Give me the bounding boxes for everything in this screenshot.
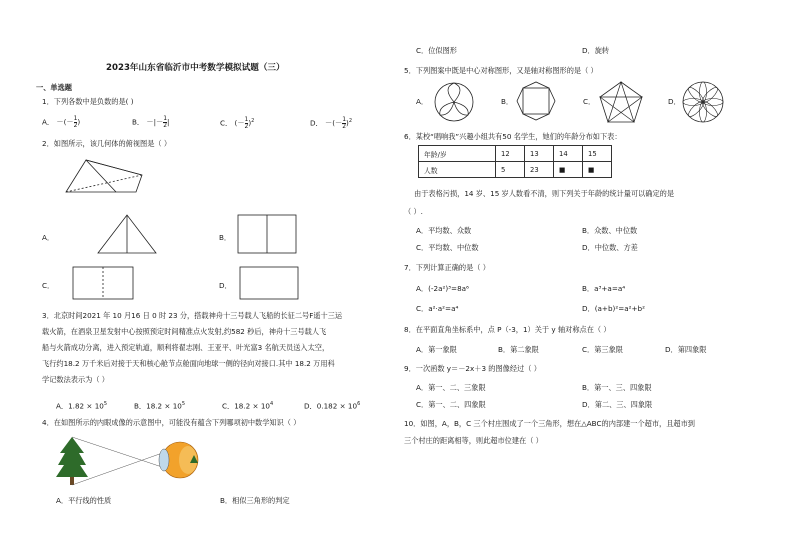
eye-imaging-figure — [56, 433, 206, 488]
option-suffix: ) — [346, 118, 349, 128]
q3-line-5: 学记数法表示为（ ） — [42, 375, 109, 384]
table-cell: ■ — [583, 162, 612, 178]
q2-option-a-figure — [98, 215, 158, 255]
tree-icon — [56, 437, 88, 485]
q6-option-c[interactable]: C．平均数、中位数 — [416, 243, 479, 252]
denominator: 2 — [342, 122, 347, 130]
denominator: 2 — [163, 122, 168, 129]
q3-option-c[interactable] — [222, 399, 273, 411]
q7-option-b[interactable]: B．a³+a=a⁴ — [582, 284, 626, 293]
denominator: 2 — [73, 122, 78, 129]
q5-option-b-figure — [515, 82, 559, 122]
q9-option-d[interactable]: D．第二、三、四象限 — [582, 400, 653, 409]
q5-label-c[interactable]: C． — [583, 97, 596, 106]
exponent: 2 — [251, 118, 255, 124]
q9-option-b[interactable]: B．第一、三、四象限 — [582, 383, 652, 392]
option-letter: B． — [132, 117, 145, 127]
numerator: 1 — [244, 115, 249, 123]
option-base: 18.2 × 10 — [146, 401, 182, 411]
q1-option-c[interactable] — [220, 116, 254, 130]
q8-option-a[interactable]: A．第一象限 — [416, 345, 457, 354]
exponent: 5 — [103, 401, 108, 407]
option-suffix: | — [167, 117, 170, 127]
q7-option-d[interactable]: D．(a+b)²=a²+b² — [582, 304, 645, 313]
q3-line-1: 3．北京时间2021 年 10 月16 日 0 时 23 分，搭载神舟十三号载人飞船的长征二号F遥十三运 — [42, 311, 343, 320]
q6-option-a[interactable]: A．平均数、众数 — [416, 226, 472, 235]
q5-stem: 5．下列图案中既是中心对称图形，又是轴对称图形的是（ ） — [404, 66, 598, 75]
left-column — [36, 0, 388, 560]
q2-option-b-figure — [238, 215, 300, 255]
table-cell: 12 — [496, 146, 525, 162]
q3-option-d[interactable] — [304, 399, 360, 411]
q2-label-a[interactable]: A． — [42, 233, 55, 242]
q8-option-b[interactable]: B．第二象限 — [498, 345, 539, 354]
q2-option-d-figure — [240, 267, 302, 303]
q2-label-c[interactable]: C． — [42, 281, 55, 290]
option-base: 0.182 × 10 — [316, 401, 358, 411]
eye-icon — [159, 442, 198, 478]
option-prefix: －(－ — [56, 117, 74, 127]
q5-label-a[interactable]: A． — [416, 97, 429, 106]
q2-stem: 2．如图所示，该几何体的俯视图是（ ） — [42, 139, 172, 148]
option-letter: D． — [304, 401, 317, 411]
section-heading: 一、单选题 — [36, 83, 72, 92]
exam-title: 2023年山东省临沂市中考数学模拟试题（三） — [106, 63, 285, 73]
q4-option-c[interactable]: C．位似图形 — [416, 46, 457, 55]
q9-option-a[interactable]: A．第一、二、三象限 — [416, 383, 486, 392]
denominator: 2 — [244, 122, 249, 130]
q5-option-d-figure — [680, 80, 726, 124]
option-letter: C． — [220, 118, 233, 128]
q5-option-c-figure — [598, 80, 644, 124]
q5-label-d[interactable]: D． — [668, 97, 681, 106]
option-suffix: ) — [77, 117, 81, 127]
q5-label-b[interactable]: B． — [501, 97, 514, 106]
q7-option-a[interactable]: A．(-2a²)³=8a⁶ — [416, 284, 469, 293]
option-letter: C． — [222, 401, 235, 411]
table-cell: 14 — [554, 146, 583, 162]
exponent: 6 — [357, 401, 361, 407]
q2-label-b[interactable]: B． — [219, 233, 232, 242]
option-letter: D． — [310, 118, 323, 128]
q9-option-c[interactable]: C．第一、二、四象限 — [416, 400, 486, 409]
q4-option-a[interactable]: A．平行线的性质 — [56, 496, 112, 505]
q2-option-c-figure — [73, 267, 135, 303]
q6-line-1: 由于表格污损，14 岁、15 岁人数看不清，则下列关于年龄的统计量可以确定的是 — [414, 189, 675, 198]
option-letter: A． — [42, 117, 55, 127]
q1-option-a[interactable] — [42, 116, 80, 129]
table-cell: 23 — [525, 162, 554, 178]
exponent: 5 — [181, 401, 186, 407]
table-cell: 15 — [583, 146, 612, 162]
option-prefix: －(－ — [325, 118, 343, 128]
q8-option-d[interactable]: D．第四象限 — [665, 345, 707, 354]
option-letter: A． — [56, 401, 69, 411]
age-table — [418, 145, 612, 178]
table-cell: 13 — [525, 146, 554, 162]
exponent: 4 — [269, 401, 274, 407]
option-prefix: (－ — [234, 118, 245, 128]
q6-stem: 6．某校“唱响我”兴趣小组共有50 名学生，她们的年龄分布如下表： — [404, 132, 622, 141]
q6-option-d[interactable]: D．中位数、方差 — [582, 243, 638, 252]
table-cell: ■ — [554, 162, 583, 178]
q4-option-b[interactable]: B．相似三角形的判定 — [220, 496, 290, 505]
q3-option-b[interactable] — [134, 399, 185, 411]
q5-option-a-figure — [432, 82, 476, 122]
option-base: 18.2 × 10 — [234, 401, 270, 411]
q6-option-b[interactable]: B．众数、中位数 — [582, 226, 638, 235]
triangular-prism-figure — [56, 152, 146, 207]
exponent: 2 — [348, 118, 353, 124]
q9-stem: 9．一次函数 y＝－2x＋3 的图像经过（ ） — [404, 364, 541, 373]
q1-option-b[interactable] — [132, 116, 169, 129]
q10-line-1: 10．如图，A，B，C 三个村庄围成了一个三角形，想在△ABC的内部建一个超市，且超市到 — [404, 419, 695, 428]
option-prefix: －|－ — [146, 117, 164, 127]
q10-line-2: 三个村庄的距离相等，则此超市位建在（ ） — [404, 436, 543, 445]
option-letter: B． — [134, 401, 147, 411]
q7-stem: 7．下列计算正确的是（ ） — [404, 263, 490, 272]
q3-option-a[interactable] — [56, 399, 107, 411]
right-column — [402, 0, 762, 560]
q1-stem: 1．下列各数中是负数的是( ) — [42, 97, 134, 106]
table-row — [419, 162, 612, 178]
q4-stem: 4．在如图所示的内眼成像的示意图中，可能没有蕴含下列哪项初中数学知识（ ） — [42, 418, 301, 427]
q2-label-d[interactable]: D． — [219, 281, 232, 290]
table-cell: 年龄/岁 — [419, 146, 496, 162]
table-row — [419, 146, 612, 162]
table-cell: 5 — [496, 162, 525, 178]
q3-line-3: 船与火箭成功分离，进入预定轨道，顺利将翟志刚、王亚平、叶光富3 名航天员送入太空， — [42, 343, 330, 352]
table-cell: 人数 — [419, 162, 496, 178]
numerator: 1 — [163, 115, 168, 122]
q7-option-c[interactable]: C．a²·a²=a⁴ — [416, 304, 459, 313]
numerator: 1 — [342, 115, 347, 123]
q8-stem: 8．在平面直角坐标系中，点 P（-3，1）关于 y 轴对称点在（ ） — [404, 325, 611, 334]
q1-option-d[interactable] — [310, 116, 352, 130]
q6-line-2: （ ）. — [404, 207, 423, 216]
q3-line-2: 载火箭，在酒泉卫星发射中心按照预定时间精准点火发射,约582 秒后，神舟十三号载人飞 — [42, 327, 327, 336]
q4-option-d[interactable]: D．旋转 — [582, 46, 610, 55]
q8-option-c[interactable]: C．第三象限 — [582, 345, 623, 354]
option-base: 1.82 × 10 — [68, 401, 104, 411]
numerator: 1 — [73, 115, 78, 122]
option-suffix: ) — [248, 118, 252, 128]
q3-line-4: 飞行约18.2 万千米后对接于天和核心舱节点舱面向地球一侧的径向对接口.其中 18.2 万用科 — [42, 359, 335, 368]
